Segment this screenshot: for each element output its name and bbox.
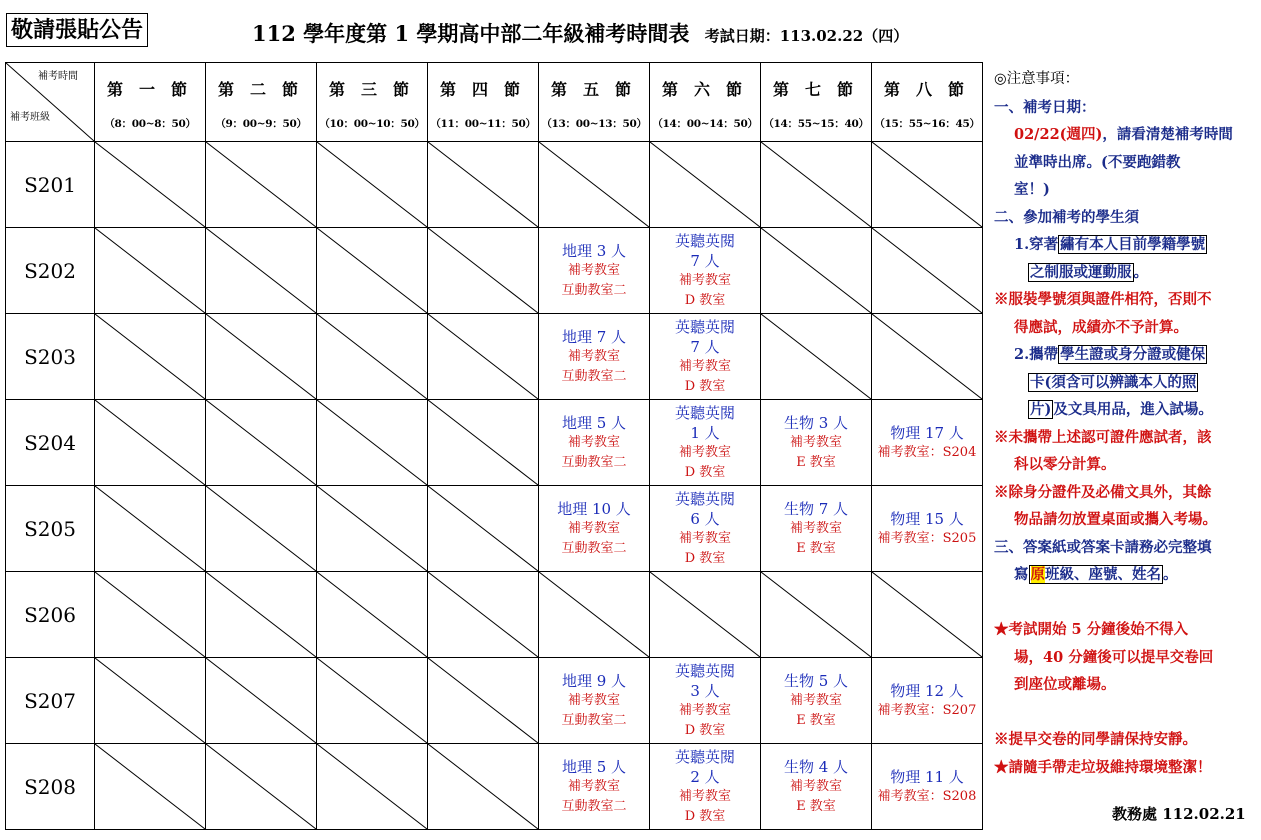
subject-text: 6 人 (690, 509, 720, 528)
empty-cell-diagonal (872, 228, 982, 313)
empty-cell-diagonal (206, 572, 316, 657)
subject-text: 生物 3 人 (783, 413, 849, 432)
class-label: S207 (6, 658, 95, 744)
warning-2-line-2: 科以零分計算。 (1014, 456, 1116, 473)
page-title (252, 18, 908, 48)
class-label: S202 (6, 228, 95, 314)
empty-cell-diagonal (761, 314, 871, 399)
empty-cell (428, 658, 539, 744)
star-1-line-1: ★考試開始 5 分鐘後始不得入 (994, 621, 1189, 638)
empty-cell-diagonal (317, 142, 427, 227)
empty-cell (317, 744, 428, 830)
schedule-cell (650, 744, 761, 830)
room-text: D 教室 (684, 378, 726, 394)
empty-cell-diagonal (206, 228, 316, 313)
empty-cell (206, 142, 317, 228)
schedule-cell (539, 486, 650, 572)
empty-cell (206, 658, 317, 744)
empty-cell-diagonal (872, 142, 982, 227)
empty-cell (317, 314, 428, 400)
empty-cell (317, 486, 428, 572)
note-2-1-boxed-2: 之制服或運動服 (1030, 263, 1132, 281)
empty-cell-diagonal (206, 400, 316, 485)
period-name: 第一節 (107, 80, 204, 99)
schedule-cell (650, 658, 761, 744)
empty-cell-diagonal (428, 314, 538, 399)
empty-cell-diagonal (206, 744, 316, 829)
note-2-2-boxed-1: 學生證或身分證或健保 (1060, 346, 1206, 363)
subject-text: 物理 12 人 (890, 681, 964, 700)
warning-3-line-1: ※除身分證件及必備文具外，其餘 (994, 483, 1212, 501)
empty-cell (95, 228, 206, 314)
room-text: 互動教室二 (561, 712, 627, 728)
empty-cell-diagonal (650, 572, 760, 657)
note-1-line-2: 並準時出席。(不要跑錯教 (1014, 153, 1181, 171)
subject-text: 2 人 (690, 767, 720, 786)
room-text: 補考教室 (567, 520, 620, 536)
room-text: D 教室 (684, 722, 726, 738)
empty-cell (206, 744, 317, 830)
empty-cell-diagonal (317, 572, 427, 657)
subject-text: 地理 10 人 (557, 499, 631, 518)
schedule-cell (872, 744, 983, 830)
star-1-line-2: 場，40 分鐘後可以提早交卷回 (1014, 648, 1214, 666)
empty-cell-diagonal (428, 658, 538, 743)
note-3-boxed (1029, 565, 1164, 584)
note-1-line-1 (994, 121, 1258, 149)
empty-cell-diagonal (206, 142, 316, 227)
empty-cell-diagonal (95, 142, 205, 227)
empty-cell (428, 314, 539, 400)
subject-text: 英聽英閱 (674, 661, 735, 680)
room-text: 補考教室 (567, 778, 620, 794)
room-text: 補考教室 (789, 778, 842, 794)
schedule-cell (761, 486, 872, 572)
warning-3-line-2: 物品請勿放置桌面或攜入考場。 (1014, 511, 1217, 528)
empty-cell-diagonal (95, 228, 205, 313)
empty-cell-diagonal (317, 658, 427, 743)
room-text: D 教室 (684, 550, 726, 566)
empty-cell-diagonal (761, 142, 871, 227)
class-label: S205 (6, 486, 95, 572)
subject-text: 生物 4 人 (783, 757, 849, 776)
schedule-cell (761, 658, 872, 744)
subject-text: 地理 3 人 (561, 241, 627, 260)
schedule-cell (761, 400, 872, 486)
schedule-table (5, 62, 983, 830)
period-header-7 (761, 63, 872, 142)
room-text: 互動教室二 (561, 798, 627, 814)
class-row-s205 (6, 486, 983, 572)
empty-cell (761, 572, 872, 658)
warning-2-line-1: ※未攜帶上述認可證件應試者，該 (994, 428, 1212, 446)
title-text: 112 學年度第 1 學期高中部二年級補考時間表 (252, 21, 690, 46)
corner-top-label: 補考時間 (38, 71, 78, 82)
period-header-5 (539, 63, 650, 142)
empty-cell (761, 228, 872, 314)
empty-cell-diagonal (317, 486, 427, 571)
empty-cell-diagonal (428, 744, 538, 829)
subject-text: 物理 15 人 (890, 509, 964, 528)
empty-cell-diagonal (428, 400, 538, 485)
note-2-1-end: 。 (1133, 263, 1148, 281)
subject-text: 物理 17 人 (890, 423, 964, 442)
empty-cell-diagonal (317, 228, 427, 313)
notice-tag: 敬請張貼公告 (6, 13, 148, 47)
schedule-cell (872, 400, 983, 486)
empty-cell-diagonal (428, 228, 538, 313)
empty-cell (317, 658, 428, 744)
room-text: 互動教室二 (561, 282, 627, 298)
subject-text: 7 人 (690, 251, 720, 270)
subject-text: 英聽英閱 (674, 403, 735, 422)
exam-date: 考試日期：113.02.22（四） (704, 27, 909, 45)
warning-1-line-2: 得應試，成績亦不予計算。 (1014, 318, 1188, 336)
empty-cell (317, 142, 428, 228)
room-text: E 教室 (796, 712, 836, 728)
empty-cell (428, 228, 539, 314)
empty-cell (95, 658, 206, 744)
star-1-line-3: 到座位或離場。 (1014, 676, 1116, 693)
schedule-cell (872, 486, 983, 572)
class-row-s202 (6, 228, 983, 314)
schedule-body (6, 142, 983, 830)
empty-cell-diagonal (95, 400, 205, 485)
empty-cell (206, 400, 317, 486)
period-name: 第六節 (662, 80, 759, 99)
empty-cell (206, 228, 317, 314)
class-label: S201 (6, 142, 95, 228)
corner-bottom-label: 補考班級 (10, 112, 50, 123)
empty-cell-diagonal (317, 314, 427, 399)
room-text: E 教室 (796, 454, 836, 470)
room-text: E 教室 (796, 798, 836, 814)
empty-cell (428, 142, 539, 228)
class-row-s207 (6, 658, 983, 744)
room-text: 互動教室二 (561, 540, 627, 556)
note-3-prefix: 寫 (1014, 566, 1029, 583)
room-text: 補考教室 (678, 272, 731, 288)
empty-cell (317, 572, 428, 658)
period-time: （13：00~13：50） (541, 118, 647, 130)
empty-cell-diagonal (428, 142, 538, 227)
note-1-line-3: 室！) (1014, 181, 1050, 198)
empty-cell (539, 572, 650, 658)
empty-cell (317, 228, 428, 314)
empty-cell-diagonal (761, 572, 871, 657)
empty-cell-diagonal (872, 572, 982, 657)
empty-cell (650, 142, 761, 228)
empty-cell (428, 572, 539, 658)
note-3-line-1: 三、答案紙或答案卡請務必完整填 (994, 538, 1212, 556)
empty-cell (95, 142, 206, 228)
period-header-1 (95, 63, 206, 142)
period-time: （14：00~14：50） (652, 118, 758, 130)
spacer (994, 589, 1258, 617)
room-text: 補考教室 (567, 692, 620, 708)
empty-cell (95, 314, 206, 400)
class-label: S206 (6, 572, 95, 658)
signoff: 教務處 112.02.21 (1112, 805, 1246, 823)
empty-cell (206, 486, 317, 572)
schedule-cell (650, 486, 761, 572)
schedule-cell (539, 744, 650, 830)
empty-cell (761, 314, 872, 400)
subject-text: 地理 9 人 (561, 671, 627, 690)
note-3-boxed-text: 班級、座號、姓名 (1045, 566, 1161, 583)
empty-cell-diagonal (95, 744, 205, 829)
note-1-rest: ，請看清楚補考時間 (1102, 126, 1233, 143)
class-row-s208 (6, 744, 983, 830)
room-text: 補考教室 (678, 358, 731, 374)
warning-1-line-1: ※服裝學號須與證件相符，否則不 (994, 291, 1212, 308)
subject-text: 7 人 (690, 337, 720, 356)
period-name: 第五節 (551, 80, 648, 99)
period-header-6 (650, 63, 761, 142)
subject-text: 英聽英閱 (674, 231, 735, 250)
subject-text: 英聽英閱 (674, 489, 735, 508)
schedule-cell (539, 314, 650, 400)
empty-cell-diagonal (428, 486, 538, 571)
note-1-title: 一、補考日期： (994, 98, 1096, 116)
empty-cell (428, 744, 539, 830)
room-text: 補考教室 (789, 692, 842, 708)
note-2-2-boxed-3: 片) (1030, 401, 1052, 418)
empty-cell (872, 572, 983, 658)
period-name: 第七節 (773, 80, 870, 99)
class-row-s203 (6, 314, 983, 400)
empty-cell (872, 314, 983, 400)
empty-cell (650, 572, 761, 658)
period-header-8 (872, 63, 983, 142)
room-text: 補考教室 (567, 348, 620, 364)
empty-cell-diagonal (95, 486, 205, 571)
room-text: 補考教室：S205 (877, 530, 977, 546)
schedule-cell (872, 658, 983, 744)
subject-text: 地理 5 人 (561, 757, 627, 776)
note-2-2-boxed-2: 卡(須含可以辨識本人的照 (1030, 373, 1197, 391)
empty-cell-diagonal (317, 744, 427, 829)
empty-cell (95, 486, 206, 572)
empty-cell (872, 228, 983, 314)
room-text: D 教室 (684, 464, 726, 480)
empty-cell (206, 572, 317, 658)
empty-cell (206, 314, 317, 400)
room-text: 補考教室 (789, 434, 842, 450)
empty-cell-diagonal (872, 314, 982, 399)
period-time: （11：00~11：50） (430, 118, 536, 130)
room-text: 互動教室二 (561, 368, 627, 384)
room-text: 補考教室：S208 (877, 788, 977, 804)
subject-text: 1 人 (690, 423, 720, 442)
class-row-s206 (6, 572, 983, 658)
room-text: D 教室 (684, 292, 726, 308)
note-2-2-line-2 (994, 369, 1258, 397)
schedule-cell (761, 744, 872, 830)
room-text: D 教室 (684, 808, 726, 824)
empty-cell-diagonal (650, 142, 760, 227)
room-text: 補考教室 (789, 520, 842, 536)
schedule-cell (539, 400, 650, 486)
empty-cell-diagonal (206, 486, 316, 571)
schedule-cell (650, 400, 761, 486)
empty-cell-diagonal (206, 658, 316, 743)
schedule-cell (539, 658, 650, 744)
period-name: 第三節 (329, 80, 426, 99)
note-2-1-prefix: 1.穿著 (1014, 236, 1059, 253)
room-text: 補考教室 (678, 530, 731, 546)
note-2-2-end: 及文具用品，進入試場。 (1053, 401, 1213, 418)
room-text: E 教室 (796, 540, 836, 556)
period-name: 第二節 (218, 80, 315, 99)
note-2-1-line-1 (994, 231, 1258, 259)
period-time: （8：00~8：50） (104, 118, 196, 130)
subject-text: 地理 5 人 (561, 413, 627, 432)
period-time: （15：55~16：45） (874, 118, 980, 130)
period-header-4 (428, 63, 539, 142)
room-text: 互動教室二 (561, 454, 627, 470)
subject-text: 3 人 (690, 681, 720, 700)
note-2-title: 二、參加補考的學生須 (994, 208, 1139, 226)
empty-cell-diagonal (428, 572, 538, 657)
empty-cell (539, 142, 650, 228)
empty-cell-diagonal (95, 572, 205, 657)
schedule-cell (539, 228, 650, 314)
room-text: 補考教室：S207 (877, 702, 977, 718)
subject-text: 生物 7 人 (783, 499, 849, 518)
period-time: （10：00~10：50） (319, 118, 425, 130)
period-header-3 (317, 63, 428, 142)
empty-cell (317, 400, 428, 486)
empty-cell-diagonal (539, 142, 649, 227)
note-3-line-2 (994, 561, 1258, 589)
empty-cell (95, 572, 206, 658)
corner-cell (6, 63, 95, 142)
room-text: 補考教室 (567, 262, 620, 278)
schedule-cell (650, 314, 761, 400)
header-row (6, 63, 983, 142)
subject-text: 英聽英閱 (674, 317, 735, 336)
subject-text: 物理 11 人 (890, 767, 964, 786)
period-name: 第八節 (884, 80, 981, 99)
note-3-end: 。 (1163, 566, 1178, 583)
empty-cell (761, 142, 872, 228)
subject-text: 生物 5 人 (783, 671, 849, 690)
class-label: S204 (6, 400, 95, 486)
note-2-2-line-3 (994, 396, 1258, 424)
room-text: 補考教室 (678, 702, 731, 718)
period-header-2 (206, 63, 317, 142)
class-row-s204 (6, 400, 983, 486)
room-text: 補考教室 (678, 788, 731, 804)
subject-text: 地理 7 人 (561, 327, 627, 346)
room-text: 補考教室：S204 (877, 444, 977, 460)
note-2-2-line-1 (994, 341, 1258, 369)
empty-cell-diagonal (206, 314, 316, 399)
empty-cell-diagonal (539, 572, 649, 657)
class-row-s201 (6, 142, 983, 228)
empty-cell (428, 486, 539, 572)
room-text: 補考教室 (567, 434, 620, 450)
note-2-2-prefix: 2.攜帶 (1014, 346, 1059, 363)
room-text: 補考教室 (678, 444, 731, 460)
notes-heading: ◎注意事項： (994, 71, 1080, 87)
empty-cell (95, 744, 206, 830)
empty-cell (95, 400, 206, 486)
class-label: S208 (6, 744, 95, 830)
empty-cell-diagonal (95, 658, 205, 743)
empty-cell-diagonal (317, 400, 427, 485)
period-time: （14：55~15：40） (763, 118, 869, 130)
empty-cell (872, 142, 983, 228)
note-2-1-line-2 (994, 259, 1258, 287)
period-time: （9：00~9：50） (215, 118, 307, 130)
warning-4: ※提早交卷的同學請保持安靜。 (994, 731, 1197, 748)
empty-cell-diagonal (761, 228, 871, 313)
subject-text: 英聽英閱 (674, 747, 735, 766)
spacer (994, 699, 1258, 727)
note-1-date: 02/22(週四) (1014, 126, 1103, 143)
note-3-highlight: 原 (1030, 566, 1045, 583)
period-name: 第四節 (440, 80, 537, 99)
class-label: S203 (6, 314, 95, 400)
notes-panel (994, 66, 1258, 781)
empty-cell (428, 400, 539, 486)
star-2: ★請隨手帶走垃圾維持環境整潔！ (994, 758, 1212, 776)
empty-cell-diagonal (95, 314, 205, 399)
note-2-1-boxed-1: 繡有本人目前學籍學號 (1060, 236, 1206, 253)
schedule-cell (650, 228, 761, 314)
